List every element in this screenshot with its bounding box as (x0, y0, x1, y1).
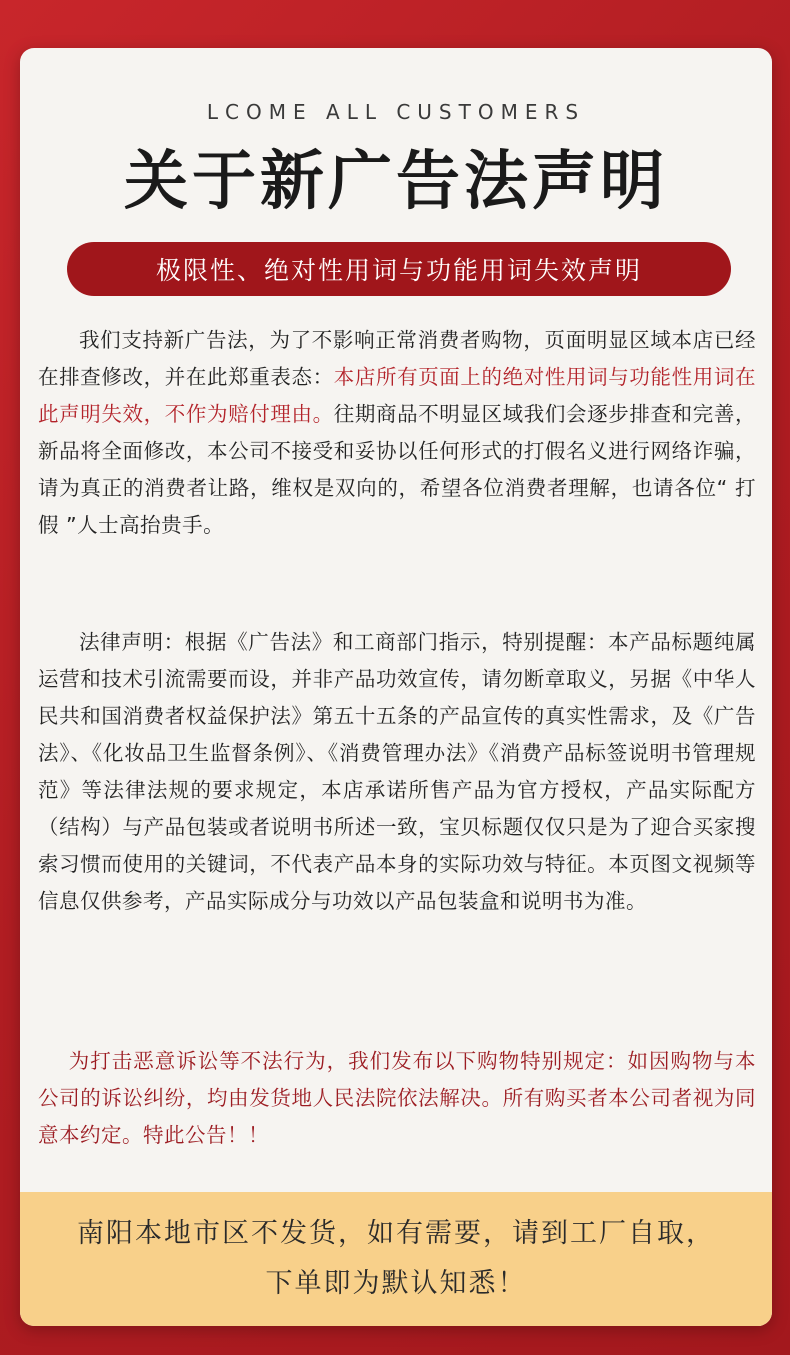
statement-paragraph (38, 322, 756, 544)
section-banner: 极限性、绝对性用词与功能用词失效声明 (67, 242, 731, 296)
statement-highlight: 本店所有页面上的绝对性用词与功能性用词在此声明失效，不作为赔付理由。 (38, 365, 757, 426)
announcement-card (20, 48, 772, 1326)
welcome-subtitle: LCOME ALL CUSTOMERS (206, 100, 586, 124)
legal-paragraph: 法律声明：根据《广告法》和工商部门指示，特别提醒：本产品标题纯属运营和技术引流需要而设，并非产品功效宣传，请勿断章取义，另据《中华人民共和国消费者权益保护法》第五十五条的产品宣传的真实性需求，及《广告法》、《化妆品卫生监督条例》、《消费管理办法》《消费产品标签说明书管理规范》等法律法规的要求规定，本店承诺所售产品为官方授权，产品实际配方（结构）与产品包装或者说明书所述一致，宝贝标题仅仅只是为了迎合买家搜索习惯而使用的关键词，不代表产品本身的实际功效与特征。本页图文视频等信息仅供参考，产品实际成分与功效以产品包装盒和说明书为准。 (38, 630, 756, 913)
shipping-notice (20, 1192, 772, 1326)
shipping-notice-line2: 下单即为默认知悉！ (265, 1268, 527, 1299)
shipping-notice-line1: 南阳本地市区不发货，如有需要，请到工厂自取， (77, 1218, 715, 1249)
statement-text-start: 我们支持新广告法，为了不影响正常消费者购物，页面明显区域本店已经在排查修改，并在此郑重表态： (38, 328, 756, 389)
special-rules-paragraph: 为打击恶意诉讼等不法行为，我们发布以下购物特别规定：如因购物与本公司的诉讼纠纷，均由发货地人民法院依法解决。所有购买者本公司者视为同意本约定。特此公告！！ (38, 1049, 756, 1147)
statement-text-end: 往期商品不明显区域我们会逐步排查和完善，新品将全面修改，本公司不接受和妥协以任何形式的打假名义进行网络诈骗，请为真正的消费者让路，维权是双向的，希望各位消费者理解，也请各位“ 打假 ”人士高抬贵手。 (38, 402, 757, 537)
page-title: 关于新广告法声明 (124, 145, 668, 219)
